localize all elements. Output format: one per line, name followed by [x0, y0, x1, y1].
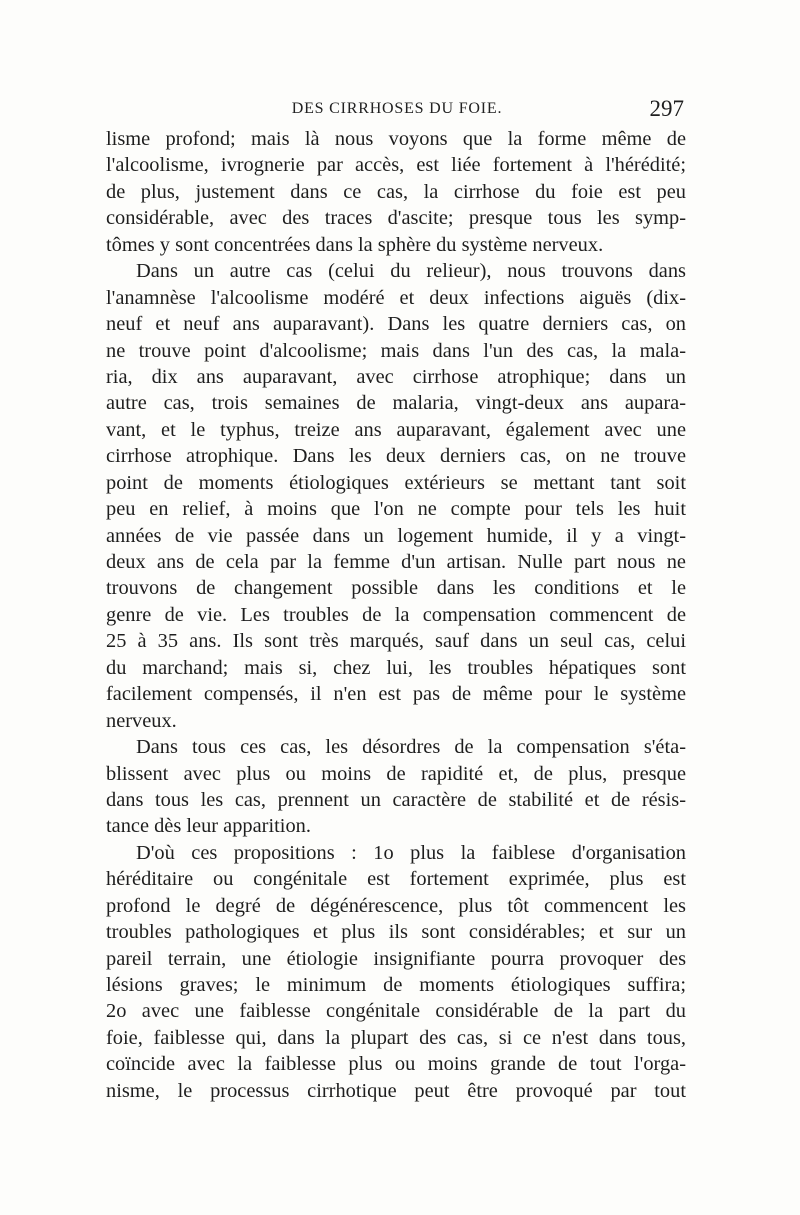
text-line: peu en relief, à moins que l'on ne compte pour tels les huit [106, 498, 686, 521]
text-line: profond le degré de dégénérescence, plus tôt commencent les [106, 894, 686, 917]
text-line: 25 à 35 ans. Ils sont très marqués, sauf dans un seul cas, celui [106, 630, 686, 653]
text-line: point de moments étiologiques extérieurs se mettant tant soit [106, 471, 686, 494]
text-line: ne trouve point d'alcoolisme; mais dans l'un des cas, la mala- [106, 339, 686, 362]
text-line: héréditaire ou congénitale est fortement exprimée, plus est [106, 868, 686, 891]
text-line: foie, faiblesse qui, dans la plupart des cas, si ce n'est dans tous, [106, 1026, 686, 1049]
text-line: troubles pathologiques et plus ils sont considérables; et sur un [106, 921, 686, 944]
text-line: facilement compensés, il n'en est pas de même pour le système [106, 683, 686, 706]
text-line: l'alcoolisme, ivrognerie par accès, est liée fortement à l'hérédité; [106, 154, 686, 177]
running-title: DES CIRRHOSES DU FOIE. [291, 100, 503, 117]
text-line: Dans tous ces cas, les désordres de la compensation s'éta- [136, 736, 686, 759]
text-line: considérable, avec des traces d'ascite; presque tous les symp- [106, 207, 686, 230]
text-line: lésions graves; le minimum de moments étiologiques suffira; [106, 974, 686, 996]
text-line: de plus, justement dans ce cas, la cirrhose du foie est peu [106, 180, 686, 203]
page-number: 297 [649, 96, 684, 121]
text-line: du marchand; mais si, chez lui, les troubles hépatiques sont [106, 656, 686, 679]
text-line: lisme profond; mais là nous voyons que la forme même de [106, 128, 686, 150]
text-line: coïncide avec la faiblesse plus ou moins grande de tout l'orga- [106, 1053, 686, 1076]
text-line: cirrhose atrophique. Dans les deux derniers cas, on ne trouve [106, 445, 686, 468]
text-line: nisme, le processus cirrhotique peut être provoqué par tout [106, 1079, 686, 1102]
text-line: pareil terrain, une étiologie insignifiante pourra provoquer des [106, 947, 686, 970]
text-line: autre cas, trois semaines de malaria, vingt-deux ans aupara- [106, 392, 686, 415]
text-line: 2o avec une faiblesse congénitale considérable de la part du [106, 1000, 686, 1023]
body-text [106, 126, 686, 1104]
text-line: D'où ces propositions : 1o plus la faiblese d'organisation [136, 841, 686, 864]
text-line: deux ans de cela par la femme d'un artisan. Nulle part nous ne [106, 551, 686, 573]
running-header [104, 96, 690, 124]
text-line: ria, dix ans auparavant, avec cirrhose atrophique; dans un [106, 365, 686, 388]
text-line: vant, et le typhus, treize ans auparavant, également avec une [106, 418, 686, 441]
text-line: l'anamnèse l'alcoolisme modéré et deux infections aiguës (dix- [106, 286, 686, 309]
text-line: genre de vie. Les troubles de la compensation commencent de [106, 603, 686, 626]
text-line: neuf et neuf ans auparavant). Dans les quatre derniers cas, on [106, 313, 686, 336]
text-line: Dans un autre cas (celui du relieur), nous trouvons dans [136, 260, 686, 283]
text-line: tance dès leur apparition. [106, 815, 311, 838]
text-line: trouvons de changement possible dans les conditions et le [106, 577, 686, 600]
text-line: dans tous les cas, prennent un caractère de stabilité et de résis- [106, 788, 686, 811]
text-line: tômes y sont concentrées dans la sphère du système nerveux. [106, 233, 604, 256]
text-line: années de vie passée dans un logement humide, il y a vingt- [106, 524, 686, 547]
text-line: nerveux. [106, 709, 177, 732]
text-line: blissent avec plus ou moins de rapidité et, de plus, presque [106, 762, 686, 785]
